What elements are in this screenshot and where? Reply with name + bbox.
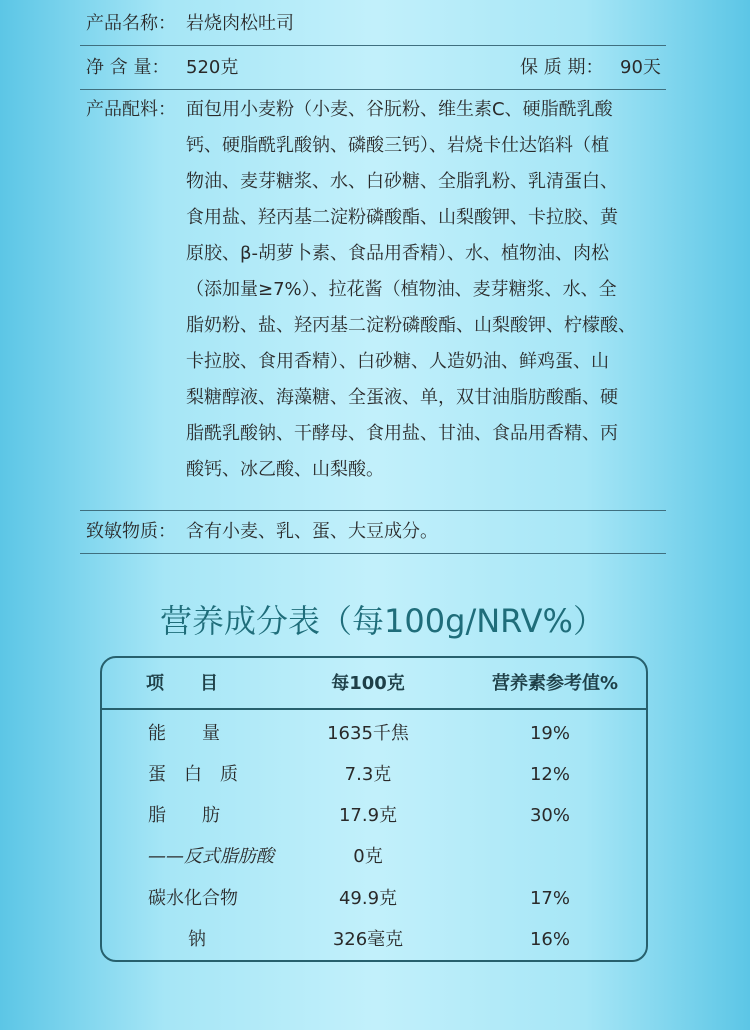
product-name-label: 产品名称： <box>86 13 176 34</box>
nutrition-title: 营养成分表（每100g/NRV%） <box>160 602 605 640</box>
row-item: 碳水化合物 <box>148 888 238 909</box>
row-amount: 7.3克 <box>344 764 392 785</box>
header-nrv: 营养素参考值% <box>491 673 619 694</box>
row-nrv: 19% <box>529 723 570 744</box>
row-nrv: 17% <box>529 888 570 909</box>
row-nrv: 12% <box>529 764 570 785</box>
ingredients-line: 物油、麦芽糖浆、水、白砂糖、全脂乳粉、乳清蛋白、 <box>186 171 618 192</box>
row-item: 脂 肪 <box>148 805 220 826</box>
row-item: ——反式脂肪酸 <box>148 846 274 867</box>
ingredients-line: 面包用小麦粉（小麦、谷朊粉、维生素C、硬脂酰乳酸 <box>186 99 613 120</box>
table-header-divider <box>102 708 646 710</box>
divider <box>80 553 666 554</box>
ingredients-line: 卡拉胶、食用香精）、白砂糖、人造奶油、鲜鸡蛋、山 <box>186 351 609 372</box>
shelf-life-value: 90天 <box>620 57 661 78</box>
divider <box>80 89 666 90</box>
divider <box>80 510 666 511</box>
divider <box>80 45 666 46</box>
ingredients-line: 食用盐、羟丙基二淀粉磷酸酯、山梨酸钾、卡拉胶、黄 <box>186 207 618 228</box>
row-item: 蛋 白 质 <box>148 764 238 785</box>
shelf-life-label: 保 质 期： <box>520 57 604 78</box>
row-amount: 17.9克 <box>338 805 398 826</box>
ingredients-line: 脂酰乳酸钠、干酵母、食用盐、甘油、食品用香精、丙 <box>186 423 618 444</box>
allergen-value: 含有小麦、乳、蛋、大豆成分。 <box>186 521 438 542</box>
header-item: 项 目 <box>146 673 218 694</box>
ingredients-line: 钙、硬脂酰乳酸钠、磷酸三钙）、岩烧卡仕达馅料（植 <box>186 135 609 156</box>
ingredients-line: 酸钙、冰乙酸、山梨酸。 <box>186 459 384 480</box>
row-amount: 49.9克 <box>338 888 398 909</box>
ingredients-line: 脂奶粉、盐、羟丙基二淀粉磷酸酯、山梨酸钾、柠檬酸、 <box>186 315 636 336</box>
row-nrv: 16% <box>529 929 570 950</box>
nutrition-table <box>100 656 648 962</box>
ingredients-label: 产品配料： <box>86 99 176 120</box>
product-name-value: 岩烧肉松吐司 <box>186 13 294 34</box>
row-amount: 326毫克 <box>332 929 404 950</box>
net-content-value: 520克 <box>186 57 239 78</box>
ingredients-line: 梨糖醇液、海藻糖、全蛋液、单，双甘油脂肪酸酯、硬 <box>186 387 618 408</box>
ingredients-line: 原胶、β-胡萝卜素、食品用香精）、水、植物油、肉松 <box>186 243 609 264</box>
row-item: 钠 <box>188 929 206 950</box>
row-nrv: 30% <box>529 805 570 826</box>
net-content-label: 净 含 量： <box>86 57 170 78</box>
ingredients-line: （添加量≥7%）、拉花酱（植物油、麦芽糖浆、水、全 <box>186 279 617 300</box>
allergen-label: 致敏物质： <box>86 521 176 542</box>
row-amount: 0克 <box>353 846 383 867</box>
row-amount: 1635千焦 <box>327 723 409 744</box>
row-item: 能 量 <box>148 723 220 744</box>
header-per100g: 每100克 <box>331 673 405 694</box>
ingredients-text <box>186 92 686 488</box>
